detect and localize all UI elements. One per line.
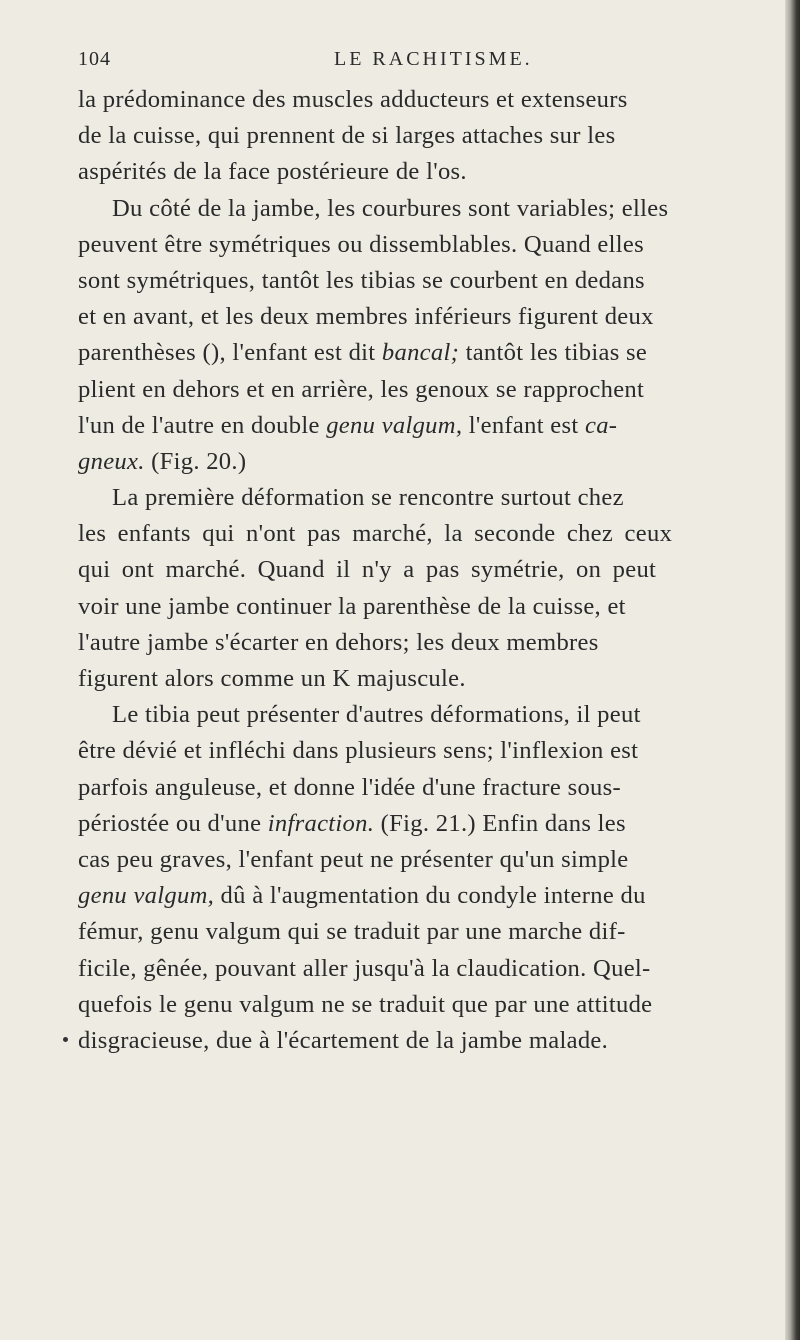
paragraph-start-line: Le tibia peut présenter d'autres déformations, il peut xyxy=(112,701,641,729)
text-line: aspérités de la face postérieure de l'os. xyxy=(78,158,467,186)
text-line: la prédominance des muscles adducteurs et extenseurs xyxy=(78,86,628,113)
paragraph-start-line: La première déformation se rencontre surtout chez xyxy=(112,484,624,512)
italic-term: ca- xyxy=(584,411,618,439)
text-line: plient en dehors et en arrière, les genoux se rapprochent xyxy=(78,375,645,403)
text-line: parenthèses (), l'enfant est dit bancal; tantôt les tibias se xyxy=(78,339,648,367)
text-line: disgracieuse, due à l'écartement de la jambe malade. xyxy=(78,1026,609,1054)
italic-term: infraction. xyxy=(267,809,375,837)
text-line: qui ont marché. Quand il n'y a pas symétrie, on peut xyxy=(78,556,657,584)
text-line: les enfants qui n'ont pas marché, la seconde chez ceux xyxy=(78,520,673,548)
text-line: sont symétriques, tantôt les tibias se courbent en dedans xyxy=(78,266,645,294)
text-line: et en avant, et les deux membres inférieurs figurent deux xyxy=(78,303,654,331)
italic-term: genu valgum, xyxy=(326,411,463,439)
running-header xyxy=(78,48,758,78)
running-title: LE RACHITISME. xyxy=(334,48,533,70)
text-line: voir une jambe continuer la parenthèse de la cuisse, et xyxy=(78,592,626,620)
text-line: quefois le genu valgum ne se traduit que par une attitude xyxy=(78,990,653,1018)
paragraph-start-line: Du côté de la jambe, les courbures sont variables; elles xyxy=(112,194,669,222)
text-line: ficile, gênée, pouvant aller jusqu'à la claudication. Quel- xyxy=(78,954,651,982)
text-line: parfois anguleuse, et donne l'idée d'une fracture sous- xyxy=(78,773,622,801)
page-edge-shadow xyxy=(785,0,800,1340)
text-line: être dévié et infléchi dans plusieurs sens; l'inflexion est xyxy=(78,737,639,765)
text-line: l'un de l'autre en double genu valgum, l'enfant est ca- xyxy=(78,411,618,439)
text-line: genu valgum, dû à l'augmentation du condyle interne du xyxy=(78,882,646,910)
text-line: l'autre jambe s'écarter en dehors; les deux membres xyxy=(78,628,599,656)
italic-term: bancal; xyxy=(381,339,460,367)
italic-term: genu valgum, xyxy=(78,882,215,910)
text-line: gneux. (Fig. 20.) xyxy=(78,447,247,475)
text-line: de la cuisse, qui prennent de si larges attaches sur les xyxy=(78,122,616,150)
body-text xyxy=(78,82,768,1059)
italic-term: gneux. xyxy=(78,447,145,475)
text-line: cas peu graves, l'enfant peut ne présenter qu'un simple xyxy=(78,845,629,873)
ink-speck xyxy=(63,1037,68,1042)
page-number: 104 xyxy=(78,48,111,70)
text-line: peuvent être symétriques ou dissemblables. Quand elles xyxy=(78,230,645,258)
text-line: fémur, genu valgum qui se traduit par une marche dif- xyxy=(78,918,626,946)
text-line: figurent alors comme un K majuscule. xyxy=(78,665,466,692)
text-line: périostée ou d'une infraction. (Fig. 21.) Enfin dans les xyxy=(78,809,626,837)
